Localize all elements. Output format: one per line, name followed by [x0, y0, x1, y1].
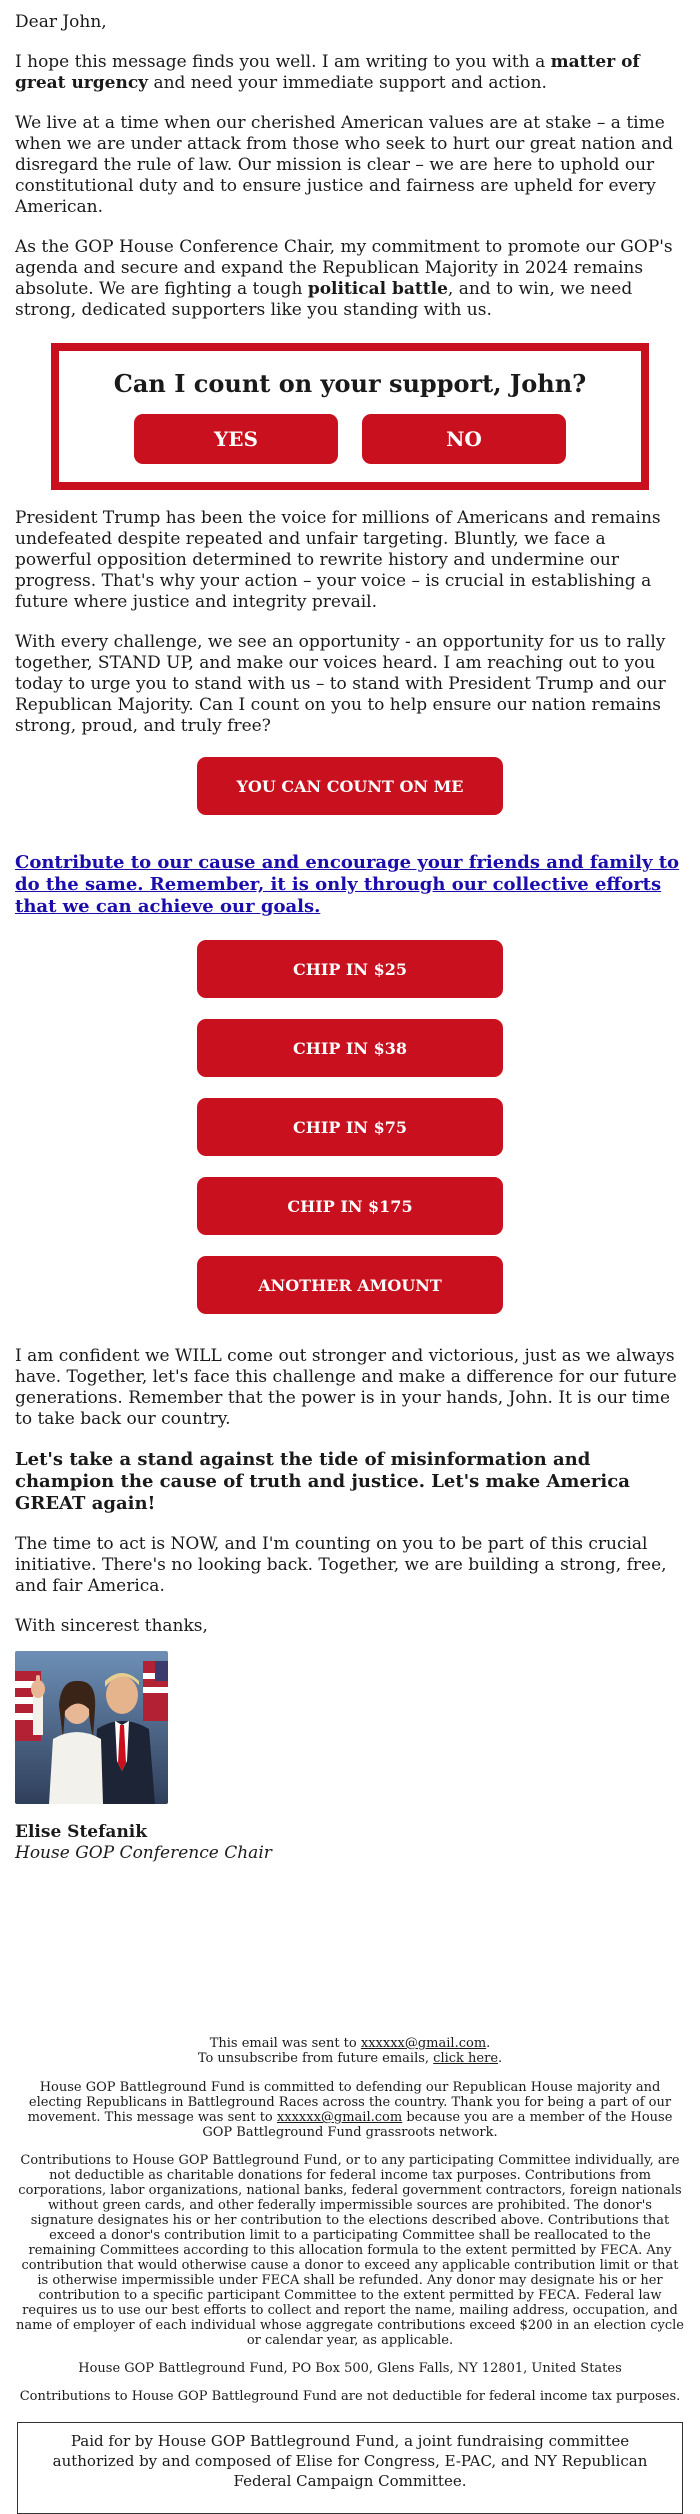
- footer-committed-text-end: because you are a member of the House GOP Battleground Fund grassroots network.: [202, 2110, 673, 2140]
- signer-name: Elise Stefanik: [15, 1822, 148, 1842]
- footer-sent-to-text: This email was sent to: [209, 2036, 361, 2051]
- photo-illustration: [15, 1651, 168, 1804]
- paragraph-commitment: [15, 237, 685, 321]
- paragraph-values: We live at a time when our cherished American values are at stake – a time when we are under attack from those who seek to hurt our great nation and disregard the rule of law. Our mission is clear – we are here to uphold our constitutional duty and to ensure justice and fairness are upheld for every American.: [15, 113, 674, 217]
- footer-sent-to: [15, 2036, 685, 2051]
- greeting: Dear John,: [15, 12, 107, 32]
- paragraph-trump: President Trump has been the voice for millions of Americans and remains undefeated despite repeated and unfair targeting. Bluntly, we face a powerful opposition determined to rewrite history and undermine our progress. That's why your action – your voice – is crucial in establishing a future where justice and integrity prevail.: [15, 508, 661, 612]
- paragraph-challenge: With every challenge, we see an opportunity - an opportunity for us to rally together, STAND UP, and make our voices heard. I am reaching out to you today to urge you to stand with us – to stand with President Trump and our Republican Majority. Can I count on you to help ensure our nation remains strong, proud, and truly free?: [15, 632, 666, 736]
- another-amount-button[interactable]: ANOTHER AMOUNT: [197, 1256, 503, 1314]
- paragraph-commitment-text-end: , and to win, we need strong, dedicated supporters like you standing with us.: [15, 279, 633, 320]
- closing: With sincerest thanks,: [15, 1616, 208, 1636]
- paragraph-take-stand: Let's take a stand against the tide of misinformation and champion the cause of truth and justice. Let's make America GREAT again!: [15, 1449, 630, 1514]
- paragraph-confident: I am confident we WILL come out stronger and victorious, just as we always have. Together, let's face this challenge and make a difference for our future generations. Remember that the power is in your hands, John. It is our time to take back our country.: [15, 1346, 677, 1429]
- unsubscribe-link[interactable]: click here: [433, 2051, 499, 2066]
- footer: [15, 2036, 685, 2514]
- support-question: Can I count on your support, John?: [113, 369, 587, 398]
- yes-button[interactable]: YES: [134, 414, 338, 464]
- paragraph-commitment-bold: political battle: [307, 279, 448, 299]
- footer-legal: Contributions to House GOP Battleground Fund, or to any participating Committee individually, are not deductible as charitable donations for federal income tax purposes. Contributions from corporations, labor organizations, national banks, federal government contractors, foreign nationals without green cards, and other federally impermissible sources are prohibited. The donor's signature designates his or her contribution to the elections described above. Contributions that exceed a donor's contribution limit to a participating Committee shall be reallocated to the remaining Committees according to this allocation formula to the extent permitted by FECA. Any contribution that would otherwise cause a donor to exceed any applicable contribution limit or that is otherwise impermissible under FECA shall be refunded. Any donor may designate his or her contribution to a specific participant Committee to the extent permitted by FECA. Federal law requires us to use our best efforts to collect and report the name, mailing address, occupation, and name of employer of each individual whose aggregate contributions exceed $200 in an election cycle or calendar year, as applicable.: [16, 2153, 684, 2348]
- count-on-me-button[interactable]: YOU CAN COUNT ON ME: [197, 757, 503, 815]
- signer-photo: [15, 1651, 168, 1804]
- signer-title: House GOP Conference Chair: [15, 1843, 272, 1863]
- support-question-box: [51, 343, 649, 490]
- footer-unsubscribe: [15, 2051, 685, 2066]
- no-button[interactable]: NO: [362, 414, 566, 464]
- footer-address: House GOP Battleground Fund, PO Box 500, Glens Falls, NY 12801, United States: [78, 2361, 622, 2376]
- paid-for-box: Paid for by House GOP Battleground Fund, a joint fundraising committee authorized by and composed of Elise for Congress, E-PAC, and NY Republican Federal Campaign Committee.: [17, 2422, 683, 2514]
- paragraph-intro-text: I hope this message finds you well. I am writing to you with a: [15, 52, 551, 72]
- footer-sent-to-period: .: [486, 2036, 491, 2051]
- paragraph-intro: [15, 52, 685, 94]
- chip-in-25-button[interactable]: CHIP IN $25: [197, 940, 503, 998]
- footer-committed: [15, 2080, 685, 2140]
- contribute-link[interactable]: Contribute to our cause and encourage your friends and family to do the same. Remember, it is only through our collective efforts that we can achieve our goals.: [15, 852, 680, 917]
- footer-committed-email-link[interactable]: xxxxxx@gmail.com: [276, 2110, 403, 2125]
- chip-in-175-button[interactable]: CHIP IN $175: [197, 1177, 503, 1235]
- footer-email-link[interactable]: xxxxxx@gmail.com: [360, 2036, 487, 2051]
- chip-in-38-button[interactable]: CHIP IN $38: [197, 1019, 503, 1077]
- paragraph-intro-bold: matter of great urgency: [15, 52, 640, 93]
- paragraph-commitment-text: As the GOP House Conference Chair, my commitment to promote our GOP's agenda and secure and expand the Republican Majority in 2024 remains absolute. We are fighting a tough: [15, 237, 673, 299]
- footer-not-deductible: Contributions to House GOP Battleground Fund are not deductible for federal income tax purposes.: [19, 2389, 681, 2404]
- paragraph-act-now: The time to act is NOW, and I'm counting on you to be part of this crucial initiative. There's no looking back. Together, we are building a strong, free, and fair America.: [15, 1534, 667, 1596]
- footer-unsubscribe-period: .: [498, 2051, 503, 2066]
- footer-unsubscribe-text: To unsubscribe from future emails,: [197, 2051, 434, 2066]
- chip-in-75-button[interactable]: CHIP IN $75: [197, 1098, 503, 1156]
- paragraph-intro-text-end: and need your immediate support and action.: [148, 73, 547, 93]
- yes-no-buttons: [59, 414, 641, 464]
- footer-committed-text: House GOP Battleground Fund is committed to defending our Republican House majority and electing Republicans in Battleground Races across the country. Thank you for being a part of our movement. This message was sent to: [27, 2080, 672, 2125]
